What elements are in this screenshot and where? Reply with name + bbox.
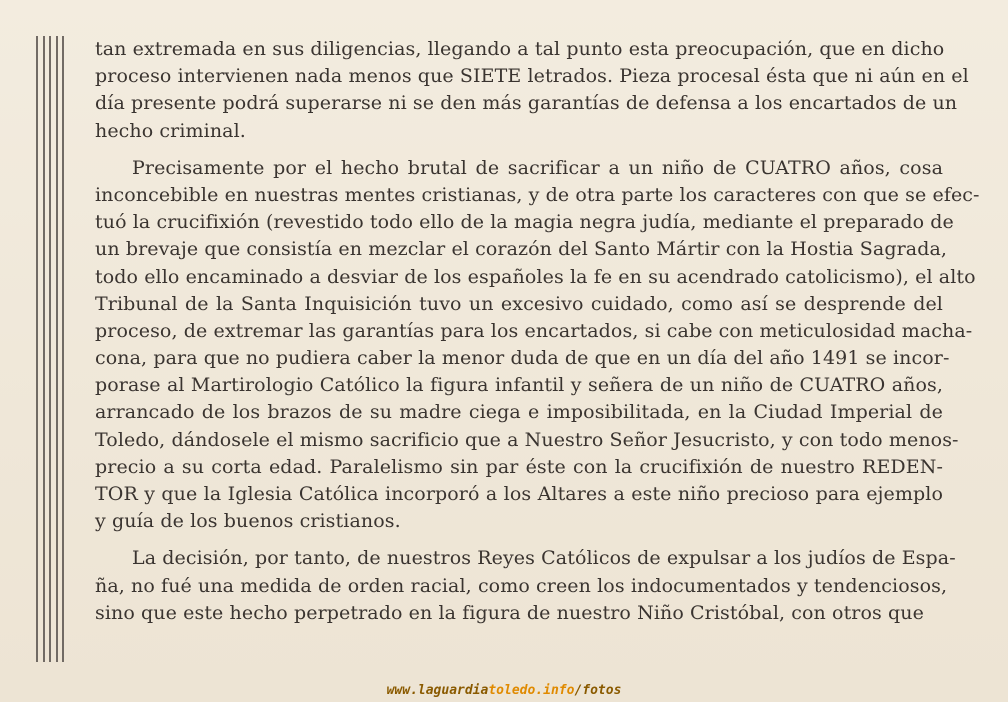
text-line: Precisamente por el hecho brutal de sacrificar a un niño de CUATRO años, cosa (132, 156, 943, 179)
text-line: tuó la crucifixión (revestido todo ello de la magia negra judía, mediante el preparado de (95, 211, 954, 234)
margin-rule (43, 36, 45, 662)
margin-rule (49, 36, 51, 662)
text-line: proceso, de extremar las garantías para los encartados, si cabe con meticulosidad macha- (95, 319, 973, 342)
text-line: día presente podrá superarse ni se den más garantías de defensa a los encartados de un (95, 92, 958, 115)
text-line: La decisión, por tanto, de nuestros Reyes Católicos de expulsar a los judíos de Espa- (132, 547, 956, 570)
text-line: ña, no fué una medida de orden racial, como creen los indocumentados y tendenciosos, (95, 574, 948, 597)
decorative-margin-rules (36, 36, 64, 662)
text-line: tan extremada en sus diligencias, llegando a tal punto esta preocupación, que en dicho (95, 38, 945, 60)
watermark-part-2: toledo.info (488, 683, 575, 698)
text-line: TOR y que la Iglesia Católica incorporó a los Altares a este niño precioso para ejemplo (95, 483, 943, 505)
watermark-part-3: /fotos (574, 683, 622, 698)
text-line: todo ello encaminado a desviar de los españoles la fe en su acendrado catolicismo), el alto (95, 265, 976, 288)
body-text (95, 36, 980, 627)
text-line: hecho criminal. (95, 119, 246, 142)
watermark-part-1: www.laguardia (386, 683, 489, 698)
text-line: sino que este hecho perpetrado en la figura de nuestro Niño Cristóbal, con otros que (95, 601, 924, 624)
margin-rule (62, 36, 64, 662)
text-line: precio a su corta edad. Paralelismo sin par éste con la crucifixión de nuestro REDEN- (95, 455, 943, 478)
watermark-url (0, 683, 1008, 698)
text-line: inconcebible en nuestras mentes cristianas, y de otra parte los caracteres con que se efec- (95, 183, 980, 206)
text-line: Toledo, dándosele el mismo sacrificio que a Nuestro Señor Jesucristo, y con todo menos- (95, 428, 959, 451)
text-line: un brevaje que consistía en mezclar el corazón del Santo Mártir con la Hostia Sagrada, (95, 238, 948, 261)
text-line: porase al Martirologio Católico la figura infantil y señera de un niño de CUATRO años, (95, 374, 943, 397)
margin-rule (56, 36, 58, 662)
paragraph-gap (95, 535, 943, 545)
text-line: arrancado de los brazos de su madre ciega e imposibilitada, en la Ciudad Imperial de (95, 401, 943, 424)
text-line: cona, para que no pudiera caber la menor duda de que en un día del año 1491 se incor- (95, 347, 950, 370)
paragraph-gap (95, 145, 943, 155)
text-line: y guía de los buenos cristianos. (95, 510, 401, 533)
margin-rule (36, 36, 38, 662)
text-line: Tribunal de la Santa Inquisición tuvo un excesivo cuidado, como así se desprende del (95, 292, 943, 315)
text-line: proceso intervienen nada menos que SIETE letrados. Pieza procesal ésta que ni aún en el (95, 65, 969, 88)
